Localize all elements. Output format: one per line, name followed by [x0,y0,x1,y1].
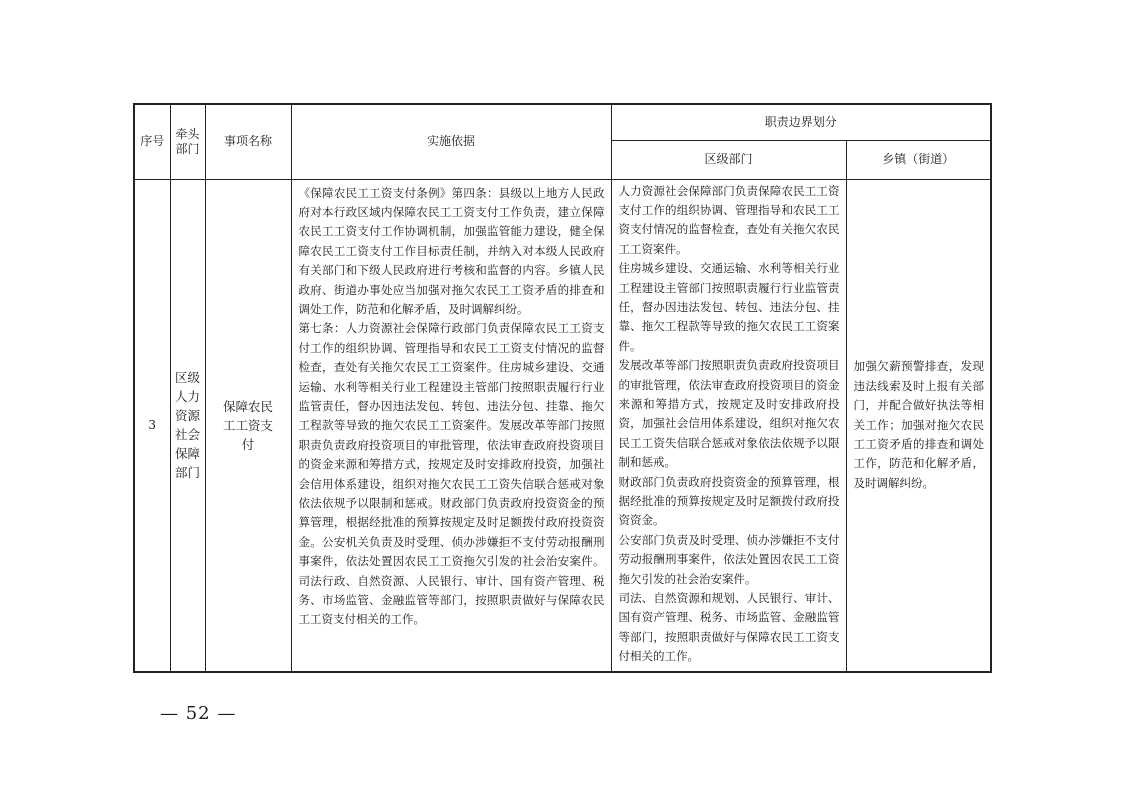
cell-lead-dept [170,179,205,672]
cell-district-dept [611,179,846,672]
district-paragraph: 人力资源社会保障部门负责保障农民工工资支付工作的组织协调、管理指导和农民工工资支付情况的监督检查，查处有关拖欠农民工工资案件。 [618,183,840,256]
basis-paragraph: 《保障农民工工资支付条例》第四条：县级以上地方人民政府对本行政区域内保障农民工工资支付工作负责，建立保障农民工工资支付工作协调机制，加强监管能力建设，健全保障农民工工资支付工作目标责任制，并纳入对本级人民政府有关部门和下级人民政府进行考核和监督的内容。乡镇人民政府、街道办事处应当加强对拖欠农民工工资矛盾的排查和调处工作，防范和化解矛盾，及时调解纠纷。 [298,185,605,316]
district-paragraph: 公安部门负责及时受理、侦办涉嫌拒不支付劳动报酬刑事案件，依法处置因农民工工资拖欠引发的社会治安案件。 [618,532,840,586]
page-number: — 52 — [160,703,237,724]
header-seq: 序号 [134,104,170,179]
header-town: 乡镇（街道） [846,140,991,179]
cell-basis [291,179,611,672]
header-lead-dept-text: 牵头部门 [175,126,200,156]
district-paragraph: 住房城乡建设、交通运输、水利等相关行业工程建设主管部门按照职责履行行业监管责任，督办因违法发包、转包、违法分包、挂靠、拖欠工程款等导致的拖欠农民工工资案件。 [618,261,840,353]
cell-item-name [205,179,291,672]
header-duty-boundary: 职责边界划分 [611,104,991,140]
lead-dept-text: 区级人力资源社会保障部门 [174,370,200,481]
district-paragraph: 发展改革等部门按照职责负责政府投资项目的审批管理，依法审查政府投资项目的资金来源和筹措方式，按规定及时安排政府投资，加强社会信用体系建设，组织对拖欠农民工工资失信联合惩戒对象依法依规予以限制和惩戒。 [618,358,840,470]
district-paragraph: 财政部门负责政府投资资金的预算管理，根据经批准的预算按规定及时足额拨付政府投资资金。 [618,474,840,528]
header-district-dept: 区级部门 [611,140,846,179]
cell-seq: 3 [134,179,170,672]
header-lead-dept [170,104,205,179]
header-item-name: 事项名称 [205,104,291,179]
responsibility-table [133,103,992,673]
district-paragraph: 司法、自然资源和规划、人民银行、审计、国有资产管理、税务、市场监管、金融监管等部门，按照职责做好与保障农民工工资支付相关的工作。 [618,591,840,664]
cell-town: 加强欠薪预警排查，发现违法线索及时上报有关部门，并配合做好执法等相关工作；加强对拖欠农民工工资矛盾的排查和调处工作，防范和化解矛盾，及时调解纠纷。 [846,179,991,672]
table-row [134,179,991,672]
basis-paragraph: 第七条：人力资源社会保障行政部门负责保障农民工工资支付工作的组织协调、管理指导和农民工工资支付情况的监督检查，查处有关拖欠农民工工资案件。住房城乡建设、交通运输、水利等相关行业工程建设主管部门按照职责履行行业监管责任，督办因违法发包、转包、违法分包、挂靠、拖欠工程款等导致的拖欠农民工工资案件。发展改革等部门按照职责负责政府投资项目的审批管理，依法审查政府投资项目的资金来源和筹措方式，按规定及时安排政府投资，加强社会信用体系建设，组织对拖欠农民工工资失信联合惩戒对象依法依规予以限制和惩戒。财政部门负责政府投资资金的预算管理，根据经批准的预算按规定及时足额拨付政府投资资金。公安机关负责及时受理、侦办涉嫌拒不支付劳动报酬刑事案件，依法处置因农民工工资拖欠引发的社会治安案件。司法行政、自然资源、人民银行、审计、国有资产管理、税务、市场监管、金融监管等部门，按照职责做好与保障农民工工资支付相关的工作。 [298,321,605,627]
header-basis: 实施依据 [291,104,611,179]
item-name-text: 保障农民工工资支付 [222,398,273,452]
